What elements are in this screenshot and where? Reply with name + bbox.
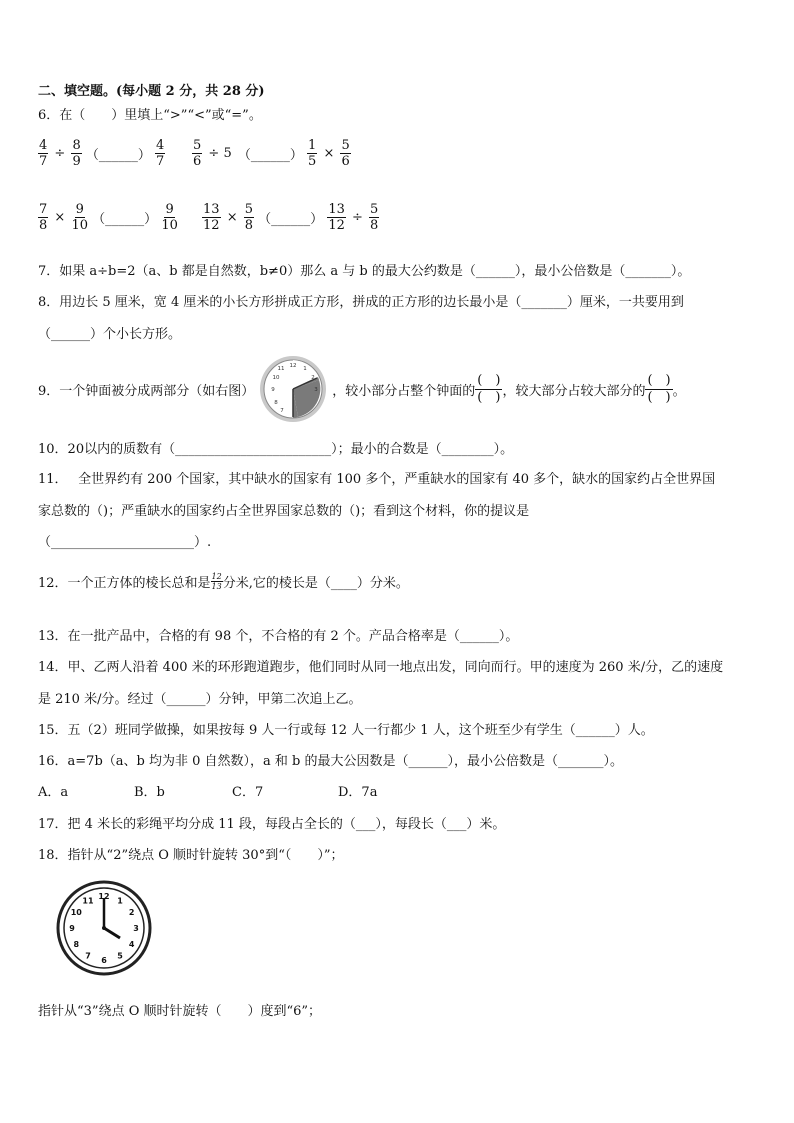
fraction: $\frac{4}{7}$ xyxy=(156,138,165,169)
svg-text:12: 12 xyxy=(289,363,297,369)
fraction: $\frac{12}{13}$ xyxy=(211,572,222,591)
svg-text:7: 7 xyxy=(280,408,285,414)
option-a[interactable]: A．a xyxy=(38,785,69,800)
question-11-line3[interactable]: （______________________）. xyxy=(38,535,212,550)
fraction: $\frac{13}{12}$ xyxy=(328,202,345,233)
question-18-line2: 指针从“3”绕点 O 顺时针旋转（ ）度到“6”； xyxy=(38,1004,322,1019)
fraction-blank[interactable]: ( ) ( ) xyxy=(647,372,671,405)
option-c[interactable]: C．7 xyxy=(232,785,264,800)
question-11-line1: 11． 全世界约有 200 个国家，其中缺水的国家有 100 多个，严重缺水的国家有 40 多个，缺水的国家约占全世界国 xyxy=(38,472,716,487)
question-17: 17．把 4 米长的彩绳平均分成 11 段，每段占全长的（___），每段长（___）米。 xyxy=(38,817,506,832)
fraction: $\frac{5}{8}$ xyxy=(370,202,379,233)
question-14-line2: 是 210 米/分。经过（______）分钟，甲第二次追上乙。 xyxy=(38,692,362,707)
fraction: $\frac{5}{6}$ xyxy=(193,138,202,169)
svg-text:10: 10 xyxy=(272,375,280,381)
clock-numeral: 1 xyxy=(117,896,123,906)
question-8-line2: （______）个小长方形。 xyxy=(38,327,182,342)
svg-text:2: 2 xyxy=(311,375,316,381)
question-6-row2-expr2: $\frac{13}{12}$ × $\frac{5}{8}$ （______） $\frac{13}{12}$ ÷ $\frac{5}{8}$ xyxy=(203,202,379,233)
question-6-row1-expr1: $\frac{4}{7}$ ÷ $\frac{8}{9}$ （______） $\frac{4}{7}$ xyxy=(39,138,165,169)
question-16: 16．a=7b（a、b 均为非 0 自然数），a 和 b 的最大公因数是（______），最小公倍数是（_______）。 xyxy=(38,754,623,769)
question-6-row2-expr1: $\frac{7}{8}$ × $\frac{9}{10}$ （______） $\frac{9}{10}$ xyxy=(39,202,178,233)
answer-blank[interactable]: （______） xyxy=(85,148,151,163)
fraction: $\frac{5}{8}$ xyxy=(244,202,254,233)
clock-numeral: 3 xyxy=(133,924,139,933)
fraction: $\frac{1}{5}$ xyxy=(308,138,317,169)
question-11-line2: 家总数的（)；严重缺水的国家约占全世界国家总数的（)；看到这个材料，你的提议是 xyxy=(38,504,530,519)
option-b[interactable]: B．b xyxy=(134,785,165,800)
question-6-row1-expr2: $\frac{5}{6}$ ÷ 5 （______） $\frac{1}{5}$ × $\frac{5}{6}$ xyxy=(193,138,350,169)
clock-numeral: 2 xyxy=(128,908,135,917)
svg-text:9: 9 xyxy=(271,387,276,393)
clock-numeral: 9 xyxy=(69,924,75,933)
clock-numeral: 6 xyxy=(101,956,107,965)
answer-blank[interactable]: （______） xyxy=(92,212,158,227)
option-d[interactable]: D．7a xyxy=(338,785,378,800)
question-9: 9．一个钟面被分成两部分（如右图） 12 1 2 3 9 10 11 8 7 ，较小部分占整个钟面的 ( ) ( ) ，较大部分占较大部分的 ( ) ( ) 。 xyxy=(38,356,686,422)
section-title: 二、填空题。(每小题 2 分，共 28 分) xyxy=(38,84,265,99)
clock-numeral: 5 xyxy=(117,951,123,961)
question-18-line1: 18．指针从“2”绕点 O 顺时针旋转 30°到“（ ）”； xyxy=(38,848,344,863)
fraction: $\frac{8}{9}$ xyxy=(72,138,81,169)
fraction: $\frac{13}{12}$ xyxy=(203,202,220,233)
question-14-line1: 14．甲、乙两人沿着 400 米的环形跑道跑步，他们同时从同一地点出发，同向而行。甲的速度为 260 米/分，乙的速度 xyxy=(38,660,724,675)
question-15: 15．五（2）班同学做操，如果按每 9 人一行或每 12 人一行都少 1 人，这个班至少有学生（______）人。 xyxy=(38,723,654,738)
clock-numeral: 10 xyxy=(70,908,82,917)
question-7: 7．如果 a÷b=2（a、b 都是自然数，b≠0）那么 a 与 b 的最大公约数是（______），最小公倍数是（_______）。 xyxy=(38,264,691,279)
clock-shaded-image xyxy=(256,354,330,424)
svg-text:11: 11 xyxy=(277,366,285,372)
question-6-prompt: 6．在（ ）里填上“>”“<”或“=”。 xyxy=(38,108,262,123)
clock-image xyxy=(52,880,156,976)
fraction: $\frac{7}{8}$ xyxy=(39,202,48,233)
question-13: 13．在一批产品中，合格的有 98 个，不合格的有 2 个。产品合格率是（______）。 xyxy=(38,629,519,644)
fraction: $\frac{4}{7}$ xyxy=(39,138,48,169)
question-8-line1: 8．用边长 5 厘米，宽 4 厘米的小长方形拼成正方形，拼成的正方形的边长最小是（_______）厘米，一共要用到 xyxy=(38,295,684,310)
fraction-blank[interactable]: ( ) ( ) xyxy=(477,372,501,405)
svg-text:8: 8 xyxy=(274,400,279,406)
svg-text:1: 1 xyxy=(303,366,308,372)
answer-blank[interactable]: （______） xyxy=(237,148,303,163)
clock-numeral: 8 xyxy=(73,940,80,949)
fraction: $\frac{9}{10}$ xyxy=(161,202,178,233)
question-12: 12．一个正方体的棱长总和是 $\frac{12}{13}$ 分米,它的棱长是（____）分米。 xyxy=(38,572,409,591)
clock-numeral: 4 xyxy=(128,940,135,949)
clock-numeral: 7 xyxy=(85,951,91,961)
answer-blank[interactable]: （______） xyxy=(258,212,324,227)
fraction: $\frac{5}{6}$ xyxy=(341,138,350,169)
svg-text:3: 3 xyxy=(314,387,319,393)
fraction: $\frac{9}{10}$ xyxy=(71,202,89,233)
question-10: 10．20以内的质数有（________________________）；最小的合数是（________）。 xyxy=(38,442,514,457)
clock-numeral: 12 xyxy=(98,892,110,901)
clock-numeral: 11 xyxy=(82,896,94,906)
